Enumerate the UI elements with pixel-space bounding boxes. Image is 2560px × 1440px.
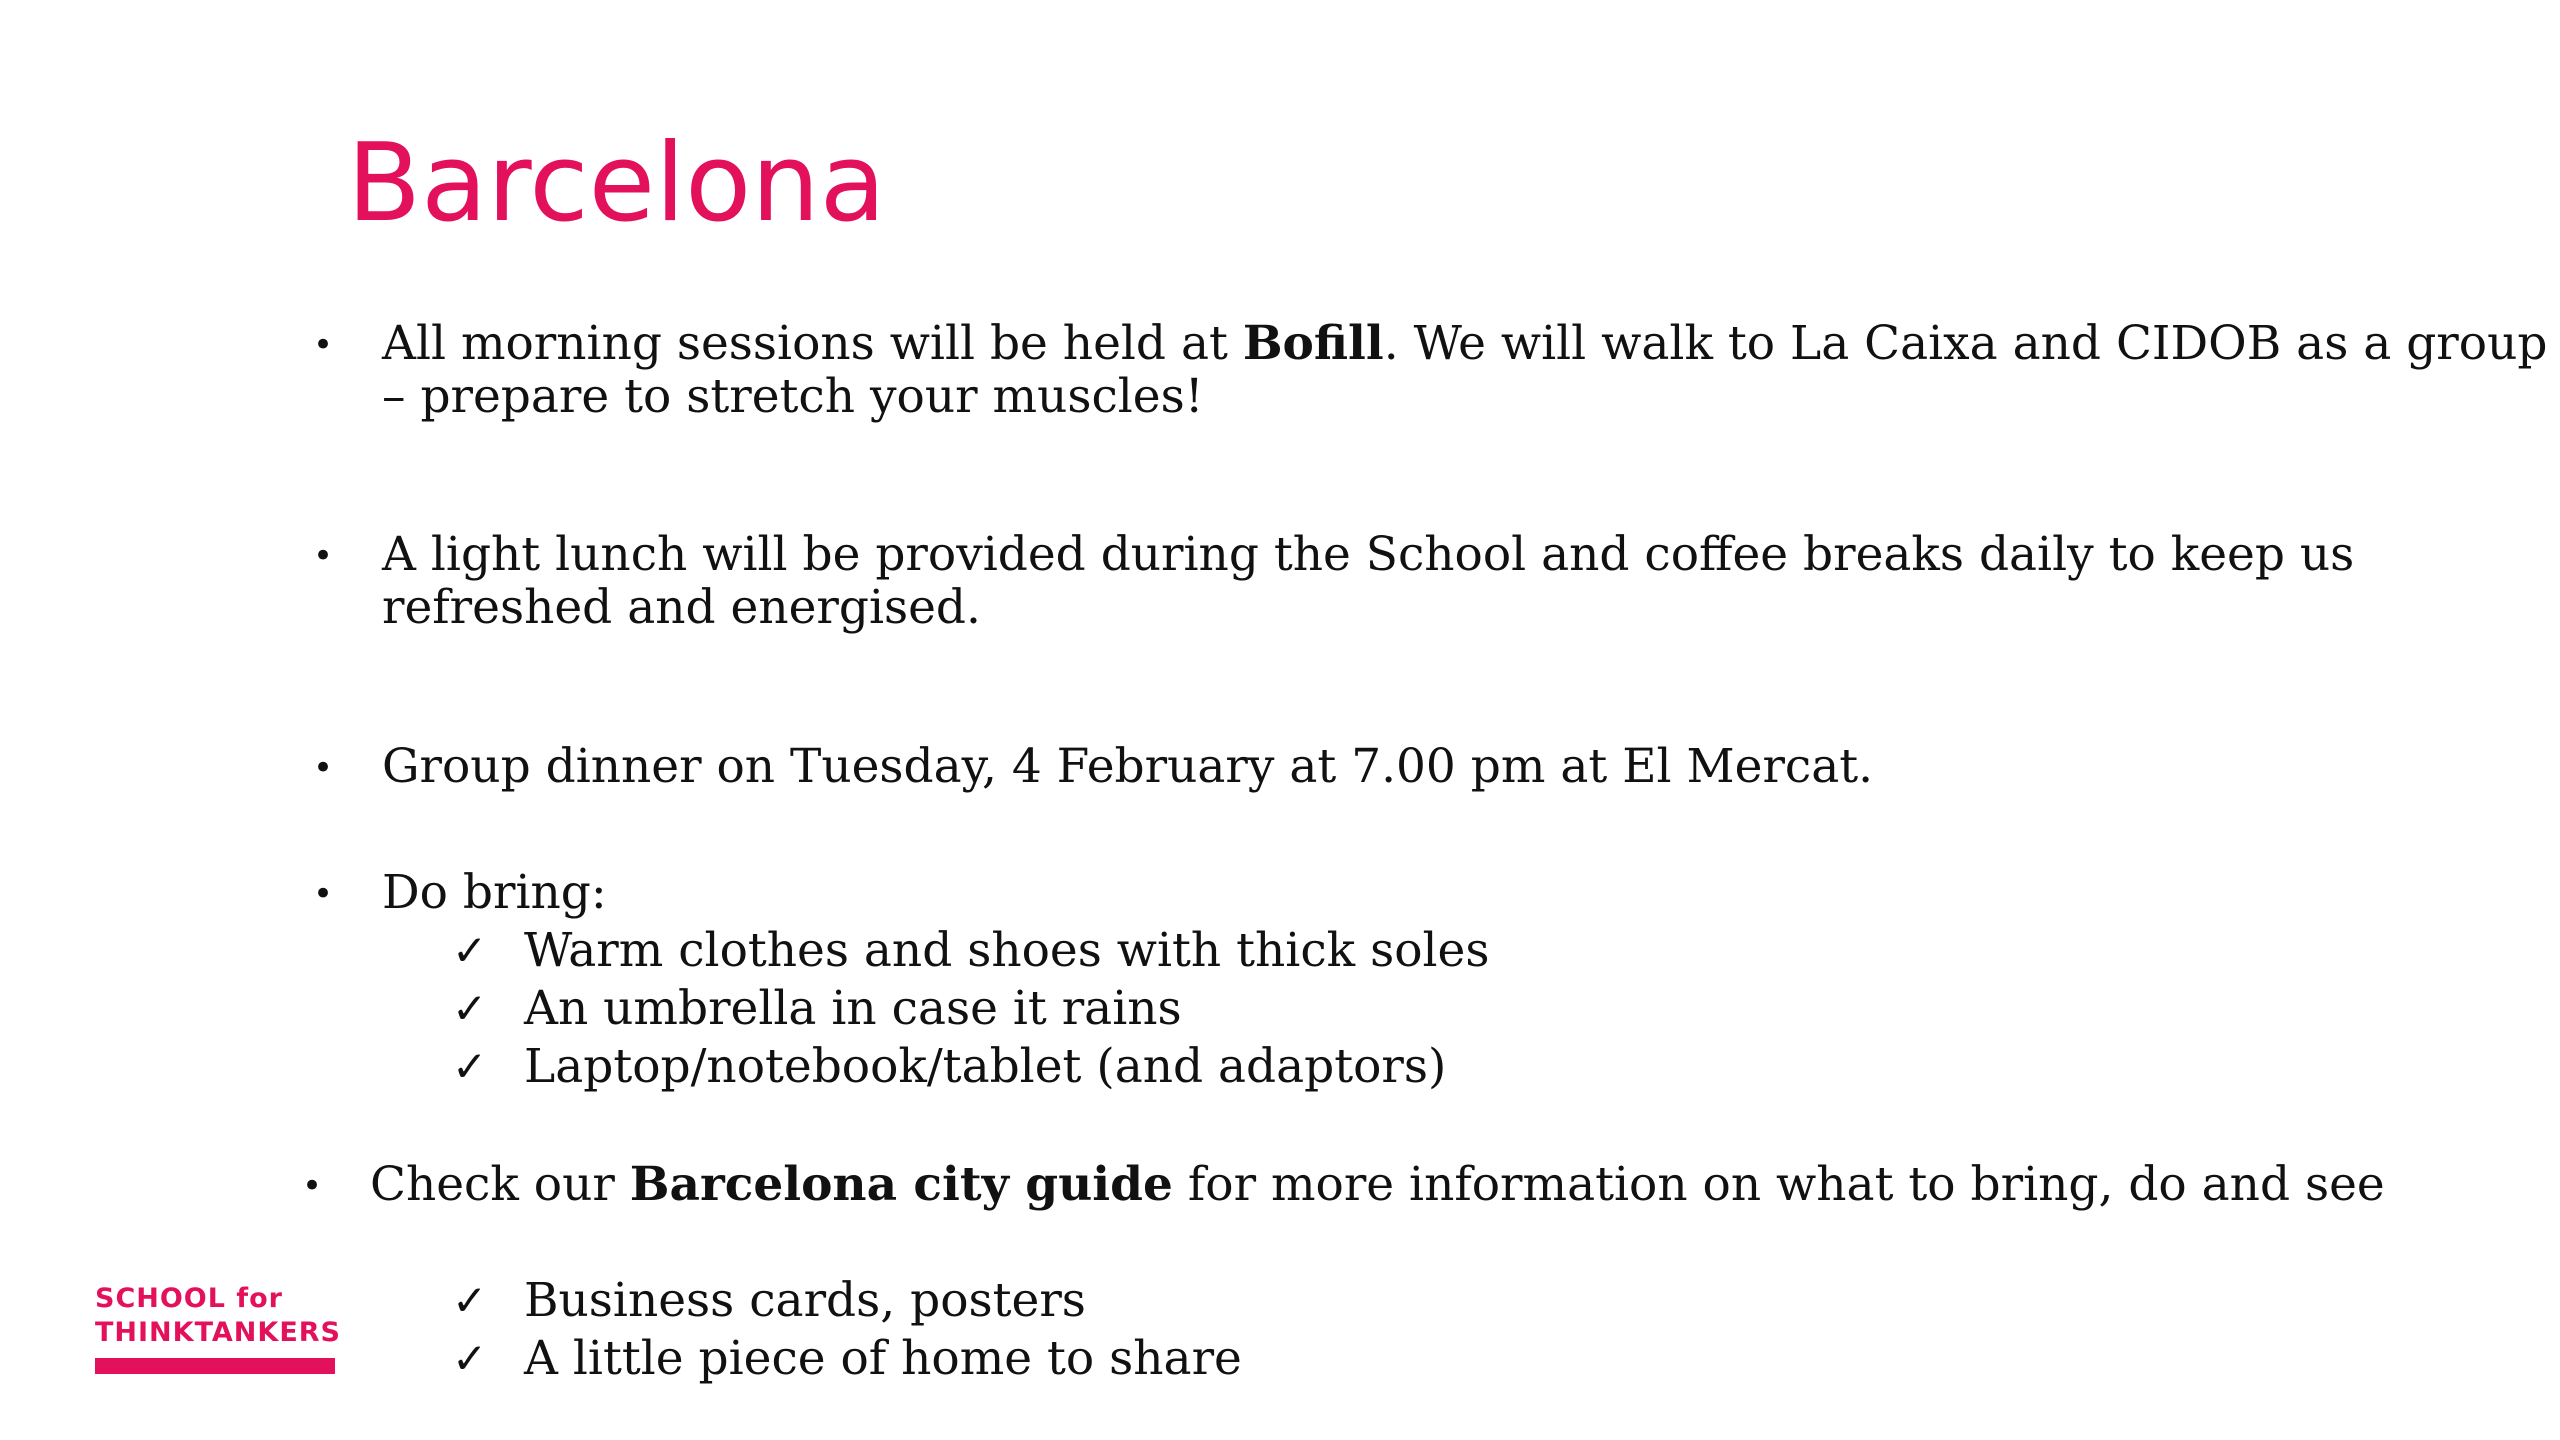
bullet-icon: • <box>313 325 334 365</box>
venue-name: Bofill <box>1242 316 1384 371</box>
bullet-text-line1: Do bring: <box>382 865 607 920</box>
checklist-item-text: Laptop/notebook/tablet (and adaptors) <box>524 1039 1447 1094</box>
checklist-item-text: Warm clothes and shoes with thick soles <box>524 923 1490 978</box>
bullet-icon: • <box>302 1166 323 1206</box>
bullet-item-lunch <box>313 528 2513 638</box>
bullet-text-line2: – prepare to stretch your muscles! <box>382 369 1204 424</box>
bullet-text-line1: All morning sessions will be held at Bofill. We will walk to La Caixa and CIDOB as a group <box>382 316 2548 371</box>
checklist-item <box>452 982 1652 1038</box>
logo-underline-bar <box>95 1358 335 1374</box>
bullet-item-city-guide <box>302 1158 2502 1214</box>
bullet-item-do-bring <box>313 866 2513 922</box>
bullet-item-venue <box>313 316 2548 427</box>
slide-title: Barcelona <box>347 121 886 246</box>
checkmark-icon: ✓ <box>452 984 488 1033</box>
checkmark-icon: ✓ <box>452 1334 488 1383</box>
checkmark-icon: ✓ <box>452 1042 488 1091</box>
school-for-thinktankers-logo <box>95 1285 340 1380</box>
logo-line2: THINKTANKERS <box>95 1317 341 1348</box>
checklist-item <box>452 1274 1652 1330</box>
bullet-text-line1: Group dinner on Tuesday, 4 February at 7.00 pm at El Mercat. <box>382 739 1874 794</box>
logo-line1: SCHOOL for <box>95 1283 283 1314</box>
bullet-icon: • <box>313 536 334 576</box>
bullet-item-dinner <box>313 740 2513 796</box>
checklist-item-text: Business cards, posters <box>524 1273 1086 1328</box>
city-guide-link-text: Barcelona city guide <box>629 1157 1173 1212</box>
bullet-text-line1: A light lunch will be provided during the School and coffee breaks daily to keep us <box>382 527 2355 582</box>
bullet-icon: • <box>313 748 334 788</box>
checklist-item-text: An umbrella in case it rains <box>524 981 1182 1036</box>
checklist-item <box>452 924 1652 980</box>
checklist-item <box>452 1332 1652 1388</box>
checklist-item-text: A little piece of home to share <box>524 1331 1242 1386</box>
checkmark-icon: ✓ <box>452 926 488 975</box>
bullet-text-line1: Check our Barcelona city guide for more information on what to bring, do and see <box>370 1157 2385 1212</box>
bullet-text-line2: refreshed and energised. <box>382 580 981 635</box>
checklist-item <box>452 1040 1652 1096</box>
checkmark-icon: ✓ <box>452 1276 488 1325</box>
bullet-icon: • <box>313 874 334 914</box>
